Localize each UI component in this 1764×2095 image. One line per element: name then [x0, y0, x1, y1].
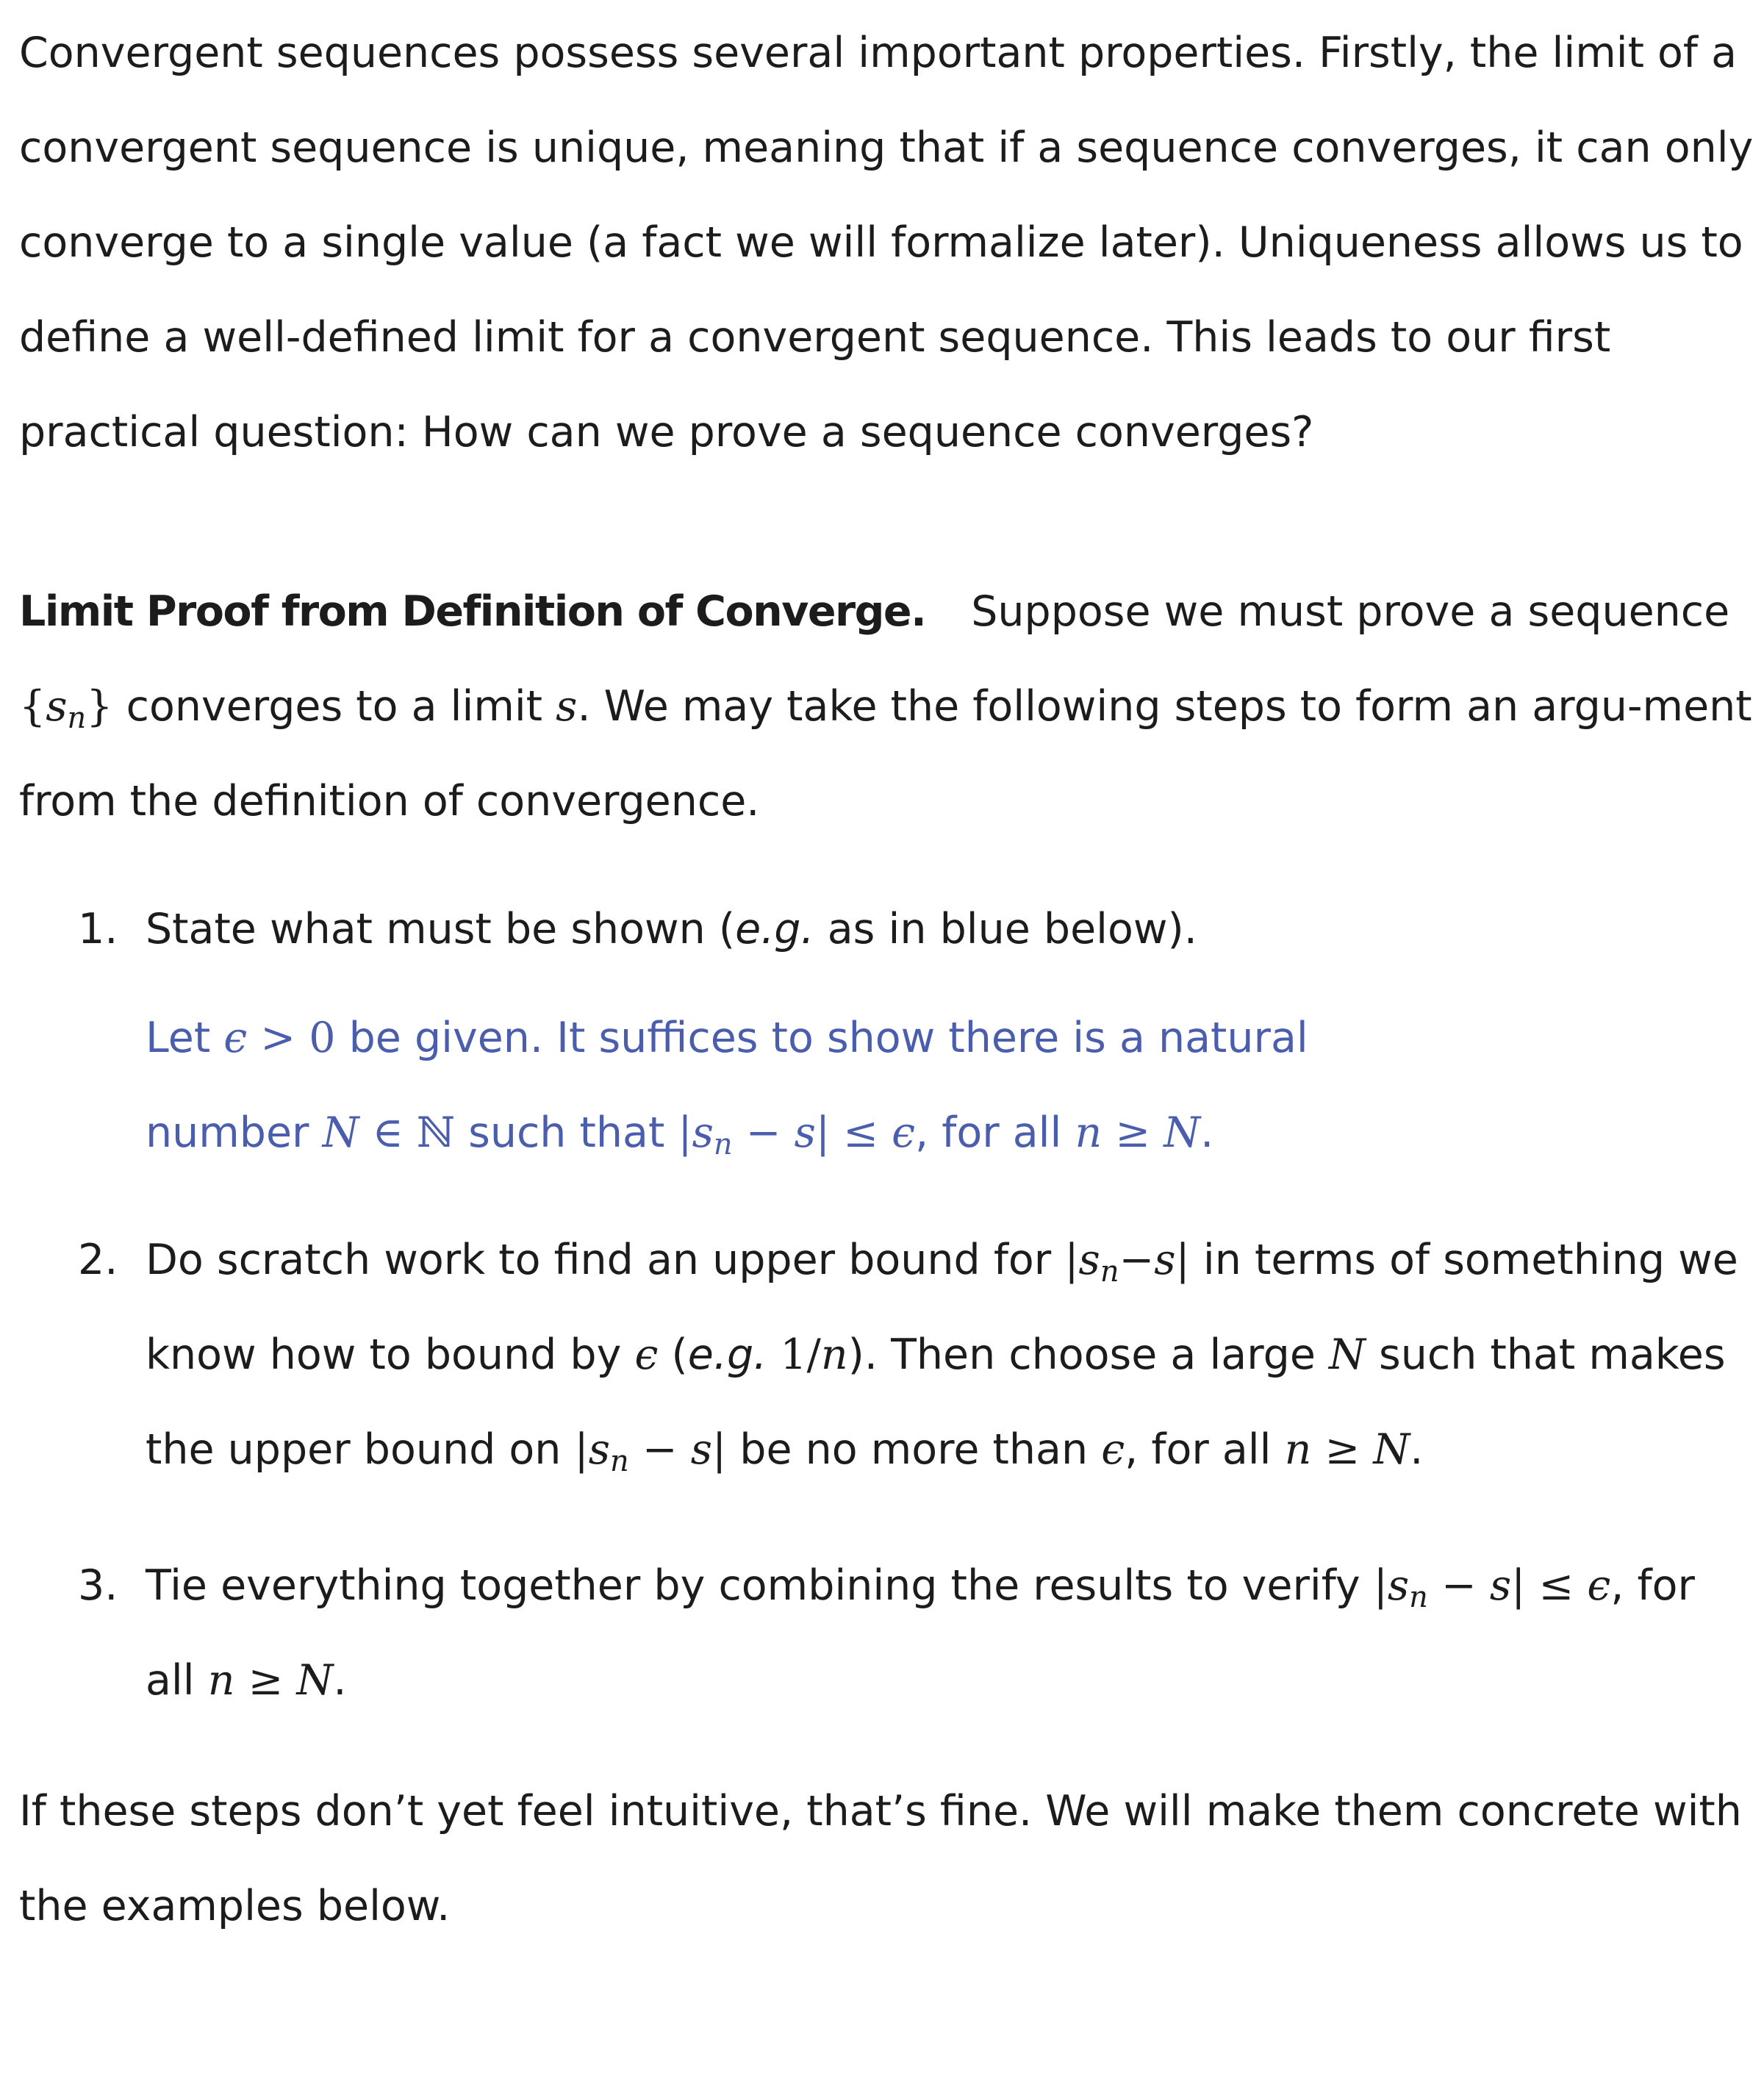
section-text-3: . We may take the following steps to form an argu-ment from the definition of convergence. [19, 682, 1752, 826]
section-heading: Limit Proof from Definition of Converge. [19, 587, 926, 636]
math-n-geq-N: n ≥ N [1075, 1109, 1201, 1157]
math-N: N [1329, 1331, 1366, 1379]
eg-abbrev: e.g. [687, 1331, 767, 1379]
step-3-number: 3. [78, 1561, 118, 1610]
step-2-number: 2. [78, 1236, 118, 1284]
section-text-2: converges to a limit [126, 682, 543, 731]
math-n-geq-N: n ≥ N [1284, 1425, 1410, 1474]
step-2-text: Do scratch work to find an upper bound for $|s_n-s|$ in terms of something we know how to bound by ϵ (e.g. 1/n). Then choose a large N such that makes the upper bound on $|s_n - s|$ be no more than ϵ, for all n ≥ N. [146, 1236, 1738, 1478]
math-epsilon: ϵ [634, 1331, 659, 1379]
intro-paragraph: Convergent sequences possess several important properties. Firstly, the limit of a convergent sequence is unique, meaning that if a sequence converges, it can only converge to a single value (a fact we will formalize later). Uniqueness allows us to define a well-defined limit for a convergent sequence. This leads to our first practical question: How can we prove a sequence converges? [19, 29, 1754, 456]
math-epsilon: ϵ [1101, 1425, 1125, 1474]
math-one-over-n: 1/n [780, 1331, 848, 1379]
section-paragraph [19, 565, 1764, 849]
math-abs-difference: $|s_n-s|$ [1064, 1236, 1190, 1289]
step-1-text: State what must be shown (e.g. as in blue below). [146, 905, 1197, 953]
sequence-notation: $\{s_n\}$ [19, 682, 113, 735]
step-3-text: Tie everything together by combining the results to verify $|s_n - s| \le \epsilon$, for all n ≥ N. [146, 1561, 1695, 1705]
math-abs-difference-leq-epsilon: $|s_n - s| \le \epsilon$ [1373, 1561, 1611, 1614]
math-N-in-naturals: N ∈ ℕ [322, 1109, 456, 1157]
eg-abbrev: e.g. [735, 905, 814, 953]
math-abs-difference: $|s_n - s|$ [574, 1425, 727, 1478]
blue-statement: Let ϵ > 0 be given. It suffices to show there is a natural number N ∈ ℕ such that $|s_n - s| \le \epsilon$, for all n ≥ N. [146, 1014, 1308, 1161]
math-abs-difference: $|s_n - s| \le \epsilon$ [678, 1109, 916, 1161]
closing-paragraph: If these steps don’t yet feel intuitive, that’s fine. We will make them concrete with the examples below. [19, 1787, 1742, 1930]
section-text-1: Suppose we must prove a sequence [971, 587, 1730, 636]
limit-symbol: s [556, 682, 578, 731]
step-1-number: 1. [78, 905, 118, 953]
math-epsilon-positive: ϵ > 0 [223, 1014, 336, 1062]
math-n-geq-N: n ≥ N [207, 1656, 334, 1705]
